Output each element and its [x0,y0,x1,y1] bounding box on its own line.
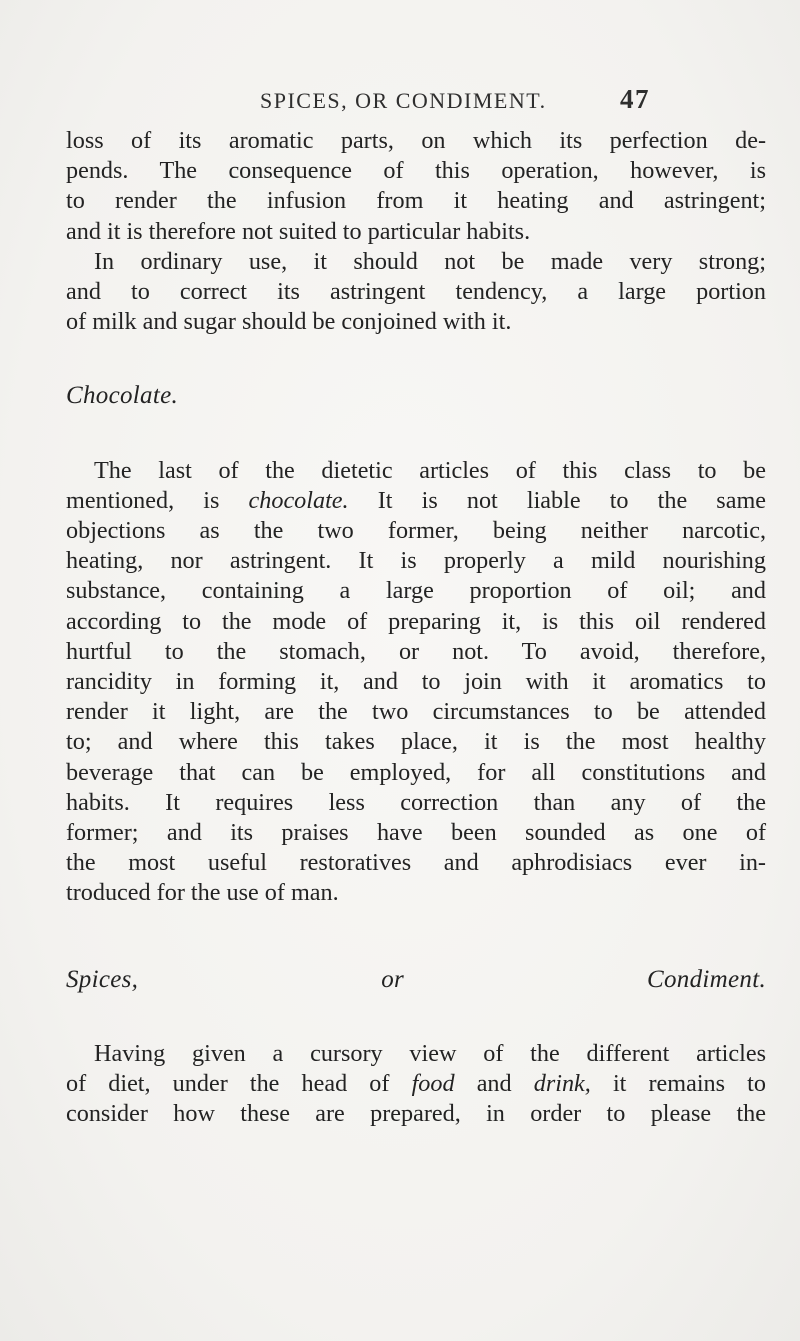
text-line: according to the mode of preparing it, is this oil rendered [66,607,766,635]
body-text [66,126,766,1129]
text-line: substance, containing a large proportion of oil; and [66,577,766,605]
emphasis-chocolate: chocolate. [248,486,349,514]
section-heading-spices: Spices, or Condiment. [66,965,766,993]
text-line: In ordinary use, it should not be made very strong; [94,247,766,275]
section-heading-chocolate: Chocolate. [66,382,179,410]
text-line: beverage that can be employed, for all constitutions and [66,758,766,786]
text-line [66,1069,766,1099]
text-span: mentioned, is [66,486,249,514]
text-span: of diet, under the head of [66,1070,412,1098]
running-title: SPICES, OR CONDIMENT. [260,88,547,113]
text-line: objections as the two former, being neither narcotic, [66,517,766,545]
text-line: habits. It requires less correction than any of the [66,788,766,816]
paragraph-2 [66,247,766,338]
emphasis-food: food [411,1070,455,1098]
paragraph-spices [66,1039,766,1130]
text-line: consider how these are prepared, in order to please the [66,1100,766,1128]
text-line: heating, nor astringent. It is properly a mild nourishing [66,547,766,575]
text-line: to; and where this takes place, it is the most healthy [66,728,766,756]
emphasis-drink: drink, [533,1070,591,1098]
text-line: troduced for the use of man. [66,879,339,907]
text-line [66,486,766,516]
text-span: it remains to [590,1070,766,1098]
text-line: of milk and sugar should be conjoined with it. [66,308,512,336]
text-line: rancidity in forming it, and to join with it aromatics to [66,668,766,696]
text-line: pends. The consequence of this operation, however, is [66,157,766,185]
text-line: loss of its aromatic parts, on which its perfection de- [66,127,766,154]
text-line: and to correct its astringent tendency, a large portion [66,278,766,306]
paragraph-1 [66,126,766,247]
text-span: and [454,1070,534,1098]
text-line: render it light, are the two circumstances to be attended [66,698,766,726]
page-number: 47 [620,84,650,114]
text-line: The last of the dietetic articles of this class to be [94,456,766,484]
text-line: the most useful restoratives and aphrodisiacs ever in- [66,849,766,877]
text-line: former; and its praises have been sounded as one of [66,819,766,847]
text-line: and it is therefore not suited to particular habits. [66,217,531,245]
text-line: to render the infusion from it heating and astringent; [66,187,766,215]
paragraph-chocolate [66,456,766,909]
text-span: It is not liable to the same [348,486,766,514]
text-line: hurtful to the stomach, or not. To avoid, therefore, [66,637,766,665]
text-line: Having given a cursory view of the different articles [94,1039,766,1067]
